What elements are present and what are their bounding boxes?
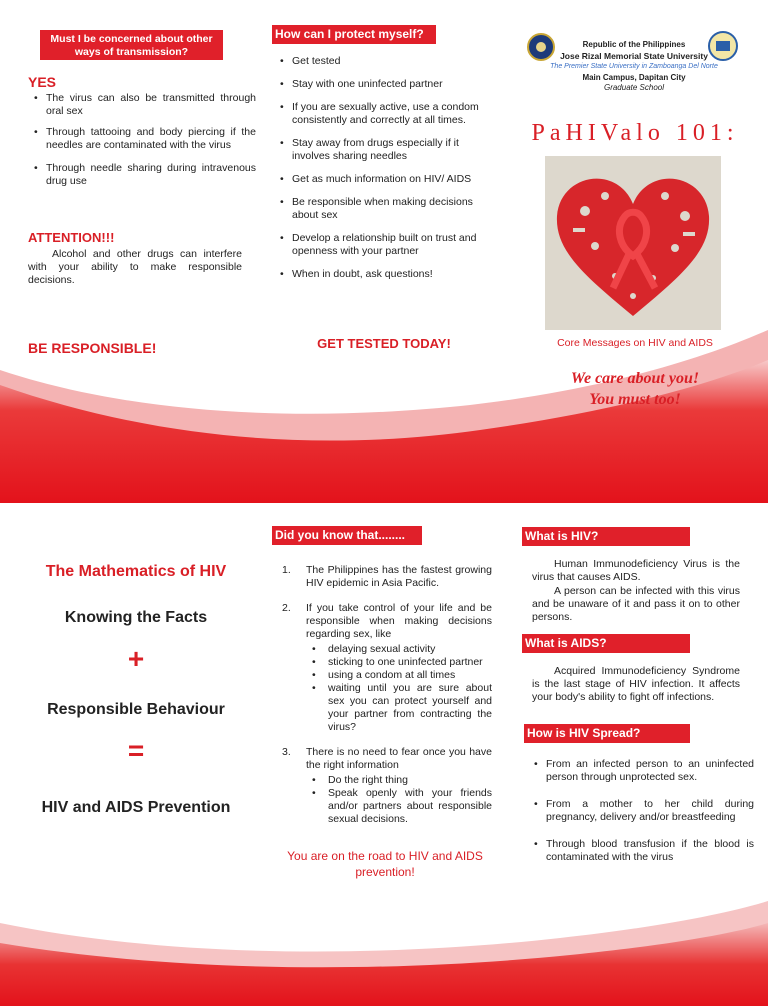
list-item: • Stay away from drugs especially if it involves sharing needles (280, 137, 498, 163)
what-is-aids-heading: What is AIDS? (522, 634, 690, 653)
brochure-inside (0, 503, 768, 1006)
yes-list (20, 92, 256, 196)
list-item: • Through blood transfusion if the blood is contaminated with the virus (534, 838, 754, 864)
list-item: • If you are sexually active, use a condom consistently and correctly at all times. (280, 101, 498, 127)
image-caption: Core Messages on HIV and AIDS (557, 337, 713, 349)
list-item (282, 564, 492, 590)
list-item: • From an infected person to an uninfected person through unprotected sex. (534, 758, 754, 784)
protect-heading: How can I protect myself? (272, 25, 436, 44)
list-item: • Through tattooing and body piercing if the needles are contaminated with the virus (34, 126, 256, 152)
hiv-paragraph-1: Human Immunodeficiency Virus is the virus that causes AIDS. (532, 558, 740, 583)
item-number: 2. (282, 602, 291, 614)
sub-list (306, 643, 492, 734)
sub-item: • using a condom at all times (306, 669, 492, 682)
sub-list (306, 774, 492, 826)
list-item: • Stay with one uninfected partner (280, 78, 498, 91)
item-text: If you take control of your life and be responsible when making decisions regarding sex, like (306, 602, 492, 640)
spread-list (520, 758, 754, 872)
sub-item: • waiting until you are sure about sex you can protect yourself and your partner from contracting the virus? (306, 682, 492, 734)
be-responsible-heading: BE RESPONSIBLE! (28, 340, 157, 356)
what-is-hiv-heading: What is HIV? (522, 527, 690, 546)
behaviour-text: Responsible Behaviour (47, 701, 225, 718)
heart-icon (545, 156, 721, 330)
item-text: There is no need to fear once you have the right information (306, 746, 492, 771)
republic-text: Republic of the Philippines (582, 40, 686, 49)
care-line-1: We care about you! (570, 370, 700, 387)
care-line-2: You must too! (589, 391, 681, 408)
university-name: Jose Rizal Memorial State University (560, 51, 708, 61)
list-item: • From a mother to her child during pregnancy, delivery and/or breastfeeding (534, 798, 754, 824)
list-item (282, 746, 492, 826)
did-you-know-heading: Did you know that........ (272, 526, 422, 545)
facts-list (282, 564, 492, 838)
attention-text: Alcohol and other drugs can interfere with your ability to make responsible decisions. (28, 248, 242, 286)
how-spread-heading: How is HIV Spread? (524, 724, 690, 743)
university-tagline: The Premier State University in Zamboanga Del Norte (550, 63, 718, 70)
math-title: The Mathematics of HIV (45, 563, 227, 580)
question-box: Must I be concerned about other ways of transmission? (40, 30, 223, 60)
school-text: Graduate School (603, 83, 665, 92)
list-item (282, 602, 492, 734)
prevention-text: HIV and AIDS Prevention (41, 799, 231, 816)
plus-sign: + (127, 643, 145, 674)
campus-text: Main Campus, Dapitan City (582, 73, 686, 82)
aids-paragraph: Acquired Immunodeficiency Syndrome is the last stage of HIV infection. It affects your body's ability to fight off infections. (532, 665, 740, 703)
get-tested-heading: GET TESTED TODAY! (317, 336, 451, 351)
item-text: The Philippines has the fastest growing HIV epidemic in Asia Pacific. (306, 564, 492, 589)
sub-item: • Do the right thing (306, 774, 492, 787)
list-item: • Get as much information on HIV/ AIDS (280, 173, 498, 186)
list-item: • The virus can also be transmitted through oral sex (34, 92, 256, 118)
attention-heading: ATTENTION!!! (28, 230, 115, 245)
list-item: • Get tested (280, 55, 498, 68)
list-item: • When in doubt, ask questions! (280, 268, 498, 281)
equals-sign: = (127, 735, 145, 766)
item-number: 1. (282, 564, 291, 576)
facts-text: Knowing the Facts (64, 609, 208, 626)
list-item: • Develop a relationship built on trust and openness with your partner (280, 232, 498, 258)
sub-item: • delaying sexual activity (306, 643, 492, 656)
yes-heading: YES (28, 74, 57, 90)
protect-list (266, 55, 498, 289)
sub-item: • Speak openly with your friends and/or partners about responsible sexual decisions. (306, 787, 492, 826)
sub-item: • sticking to one uninfected partner (306, 656, 492, 669)
heart-image (545, 156, 721, 330)
road-text: You are on the road to HIV and AIDS prevention! (287, 849, 483, 879)
hiv-paragraph-2: A person can be infected with this virus and be unaware of it and pass it on to other persons. (532, 585, 740, 623)
list-item: • Be responsible when making decisions about sex (280, 196, 498, 222)
brochure-title: PaHIValo 101: (531, 120, 739, 146)
item-number: 3. (282, 746, 291, 758)
list-item: • Through needle sharing during intravenous drug use (34, 162, 256, 188)
